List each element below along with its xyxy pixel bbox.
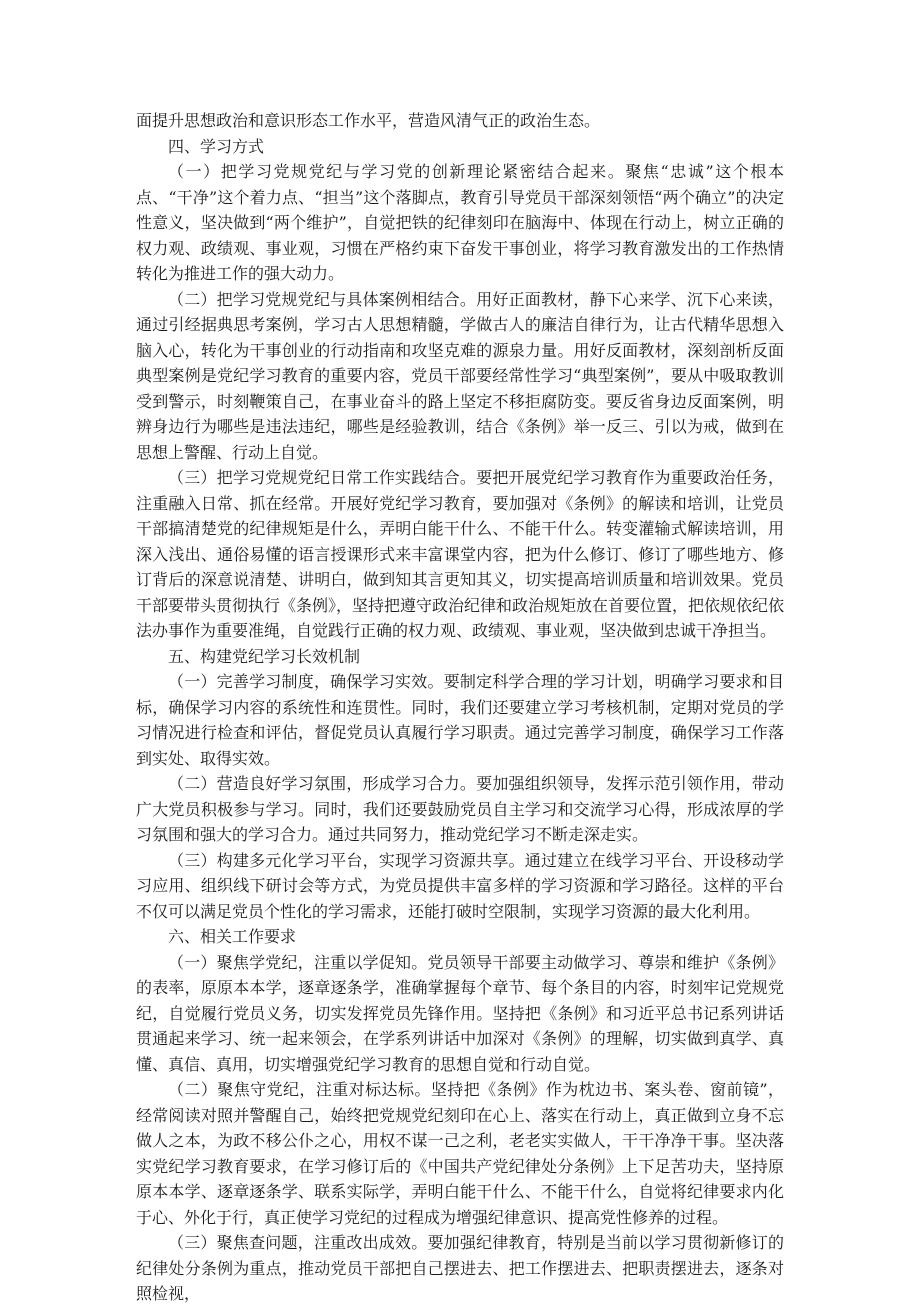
paragraph: （二）营造良好学习氛围，形成学习合力。要加强组织领导，发挥示范引领作用，带动广大党员积极参与学习。同时，我们还要鼓励党员自主学习和交流学习心得，形成浓厚的学习氛围和强大的学习合力。通过共同努力，推动党纪学习不断走深走实。 [136,774,784,844]
paragraph: （三）构建多元化学习平台，实现学习资源共享。通过建立在线学习平台、开设移动学习应用、组织线下研讨会等方式，为党员提供丰富多样的学习资源和学习路径。这样的平台不仅可以满足党员个性化的学习需求，还能打破时空限制，实现学习资源的最大化利用。 [136,850,784,921]
section-heading-long-term-mechanism: 五、构建党纪学习长效机制 [168,646,361,666]
paragraph: （三）聚焦查问题，注重改出成效。要加强纪律教育，特别是当前以学习贯彻新修订的纪律处分条例为重点，推动党员干部把自己摆进去、把工作摆进去、把职责摆进去，逐条对照检视， [136,1233,784,1303]
section-heading-learning-methods: 四、学习方式 [168,136,265,156]
paragraph: （一）把学习党规党纪与学习党的创新理论紧密结合起来。聚焦“忠诚”这个根本点、“干净”这个着力点、“担当”这个落脚点，教育引导党员干部深刻领悟“两个确立”的决定性意义，坚决做到“两个维护”，自觉把铁的纪律刻印在脑海中、体现在行动上，树立正确的权力观、政绩观、事业观，习惯在严格约束下奋发干事创业，将学习教育激发出的工作热情转化为推进工作的强大动力。 [136,162,784,283]
paragraph: （二）聚焦守党纪，注重对标达标。坚持把《条例》作为枕边书、案头卷、窗前镜”，经常阅读对照并警醒自己，始终把党规党纪刻印在心上、落实在行动上，真正做到立身不忘做人之本，为政不移公仆之心，用权不谋一己之利，老老实实做人，干干净净干事。坚决落实党纪学习教育要求，在学习修订后的《中国共产党纪律处分条例》上下足苦功夫，坚持原原本本学、逐章逐条学、联系实际学，弄明白能干什么、不能干什么，自觉将纪律要求内化于心、外化于行，真正使学习党纪的过程成为增强纪律意识、提高党性修养的过程。 [136,1080,784,1227]
paragraph: （一）完善学习制度，确保学习实效。要制定科学合理的学习计划，明确学习要求和目标，确保学习内容的系统性和连贯性。同时，我们还要建立学习考核机制，定期对党员的学习情况进行检查和评估，督促党员认真履行学习职责。通过完善学习制度，确保学习工作落到实处、取得实效。 [136,672,784,768]
paragraph: （二）把学习党规党纪与具体案例相结合。用好正面教材，静下心来学、沉下心来读，通过引经据典思考案例，学习古人思想精髓，学做古人的廉洁自律行为，让古代精华思想入脑入心，转化为干事创业的行动指南和攻坚克难的源泉力量。用好反面教材，深刻剖析反面典型案例是党纪学习教育的重要内容，党员干部要经常性学习“典型案例”，要从中吸取教训受到警示，时刻鞭策自己，在事业奋斗的路上坚定不移拒腐防变。要反省身边反面案例，明辨身边行为哪些是违法违纪，哪些是经验教训，结合《条例》举一反三、引以为戒，做到在思想上警醒、行动上自觉。 [136,289,784,462]
section-heading-work-requirements: 六、相关工作要求 [168,927,297,946]
paragraph-continuation: 面提升思想政治和意识形态工作水平，营造风清气正的政治生态。 [136,111,601,130]
document-body [136,108,784,1307]
paragraph: （一）聚焦学党纪，注重以学促知。党员领导干部要主动做学习、尊崇和维护《条例》的表率，原原本本学，逐章逐条学，准确掌握每个章节、每个条目的内容，时刻牢记党规党纪，自觉履行党员义务，切实发挥党员先锋作用。坚持把《条例》和习近平总书记系列讲话贯通起来学习、统一起来领会，在学系列讲话中加深对《条例》的理解，切实做到真学、真懂、真信、真用，切实增强党纪学习教育的思想自觉和行动自觉。 [136,952,784,1074]
paragraph: （三）把学习党规党纪日常工作实践结合。要把开展党纪学习教育作为重要政治任务，注重融入日常、抓在经常。开展好党纪学习教育，要加强对《条例》的解读和培训，让党员干部搞清楚党的纪律规矩是什么，弄明白能干什么、不能干什么。转变灌输式解读培训，用深入浅出、通俗易懂的语言授课形式来丰富课堂内容，把为什么修订、修订了哪些地方、修订背后的深意说清楚、讲明白，做到知其言更知其义，切实提高培训质量和培训效果。党员干部要带头贯彻执行《条例》，坚持把遵守政治纪律和政治规矩放在首要位置，把依规依纪依法办事作为重要准绳，自觉践行正确的权力观、政绩观、事业观，坚决做到忠诚干净担当。 [136,468,785,640]
